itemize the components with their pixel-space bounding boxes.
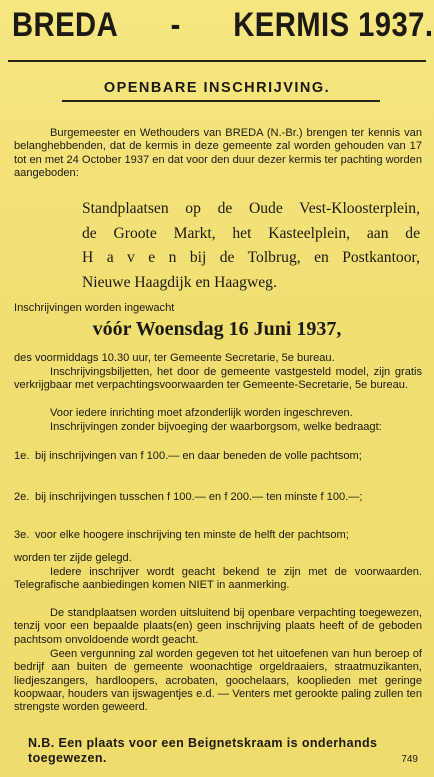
time-line: des voormiddags 10.30 uur, ter Gemeente Secretarie, 5e bureau. — [14, 352, 335, 364]
list-item — [14, 449, 422, 464]
refused-line: worden ter zijde gelegd. — [14, 552, 132, 564]
item-text: bij inschrijvingen van f 100.— en daar beneden de volle pachtsom; — [35, 450, 362, 462]
list-item — [14, 528, 422, 543]
location-line: Nieuwe Haagdijk en Haagweg. — [82, 273, 277, 291]
top-rule — [8, 60, 426, 62]
headline — [12, 6, 433, 45]
intro-paragraph: Burgemeester en Wethouders van BREDA (N.-Br.) brengen ter kennis van belanghebbenden, dat de kermis in deze gemeente zal worden gehouden van 17 tot en met 24 October 1937 en dat voor den duur dezer kermis ter pachting worden aangeboden: — [14, 127, 422, 179]
location-line: Standplaatsen op de Oude Vest-Kloosterplein, — [82, 200, 420, 217]
locations-list — [82, 197, 420, 295]
item-number: 2e. — [14, 491, 30, 503]
without-paragraph: Inschrijvingen zonder bijvoeging der waarborgsom, welke bedraagt: — [50, 421, 382, 433]
deadline: vóór Woensdag 16 Juni 1937, — [92, 318, 342, 340]
license-paragraph: Geen vergunning zal worden gegeven tot het uitoefenen van hun beroep of bedrijf aan buiten de gemeente woonachtige orgeldraaiers, straatmuzikanten, liedjeszangers, hardloopers, acrobaten, goochelaars, kooplieden met geringe koopwaar, houders van ijswagentjes e.d. — Venters met gerookte paling zullen ten strengste worden geweerd. — [14, 648, 422, 714]
subtitle: OPENBARE INSCHRIJVING. — [103, 80, 331, 96]
item-text: voor elke hoogere inschrijving ten minste de helft der pachtsom; — [35, 529, 349, 541]
item-number: 1e. — [14, 450, 30, 462]
location-line: H a v e n bij de Tolbrug, en Postkantoor, — [82, 249, 420, 266]
nb-note: N.B. Een plaats voor een Beignetskraam is onderhands toegewezen. — [28, 736, 378, 765]
item-text: bij inschrijvingen tusschen f 100.— en f 200.— ten minste f 100.—; — [35, 491, 363, 503]
received-line: Inschrijvingen worden ingewacht — [14, 302, 175, 314]
every-paragraph: Iedere inschrijver wordt geacht bekend te zijn met de voorwaarden. Telegrafische aanbiedingen komen NIET in aanmerking. — [14, 566, 422, 592]
headline-event: KERMIS 1937. — [233, 6, 434, 44]
headline-city: BREDA — [12, 6, 119, 44]
list-item — [14, 490, 422, 505]
item-number: 3e. — [14, 529, 30, 541]
headline-dash: - — [170, 6, 181, 44]
ad-code: 749 — [401, 754, 418, 765]
subtitle-underline — [62, 100, 380, 102]
location-line: de Groote Markt, het Kasteelplein, aan de — [82, 224, 420, 242]
each-line: Voor iedere inrichting moet afzonderlijk worden ingeschreven. — [50, 407, 353, 419]
stands-paragraph: De standplaatsen worden uitsluitend bij openbare verpachting toegewezen, tenzij voor een bepaalde plaats(en) geen inschrijving plaats heeft of de geboden pachtsom onvoldoende wordt geacht. — [14, 607, 422, 646]
forms-paragraph: Inschrijvingsbiljetten, het door de gemeente vastgesteld model, zijn gratis verkrijgbaar met verpachtingsvoorwaarden ter Gemeente-Secretarie, 5e bureau. — [14, 366, 422, 392]
